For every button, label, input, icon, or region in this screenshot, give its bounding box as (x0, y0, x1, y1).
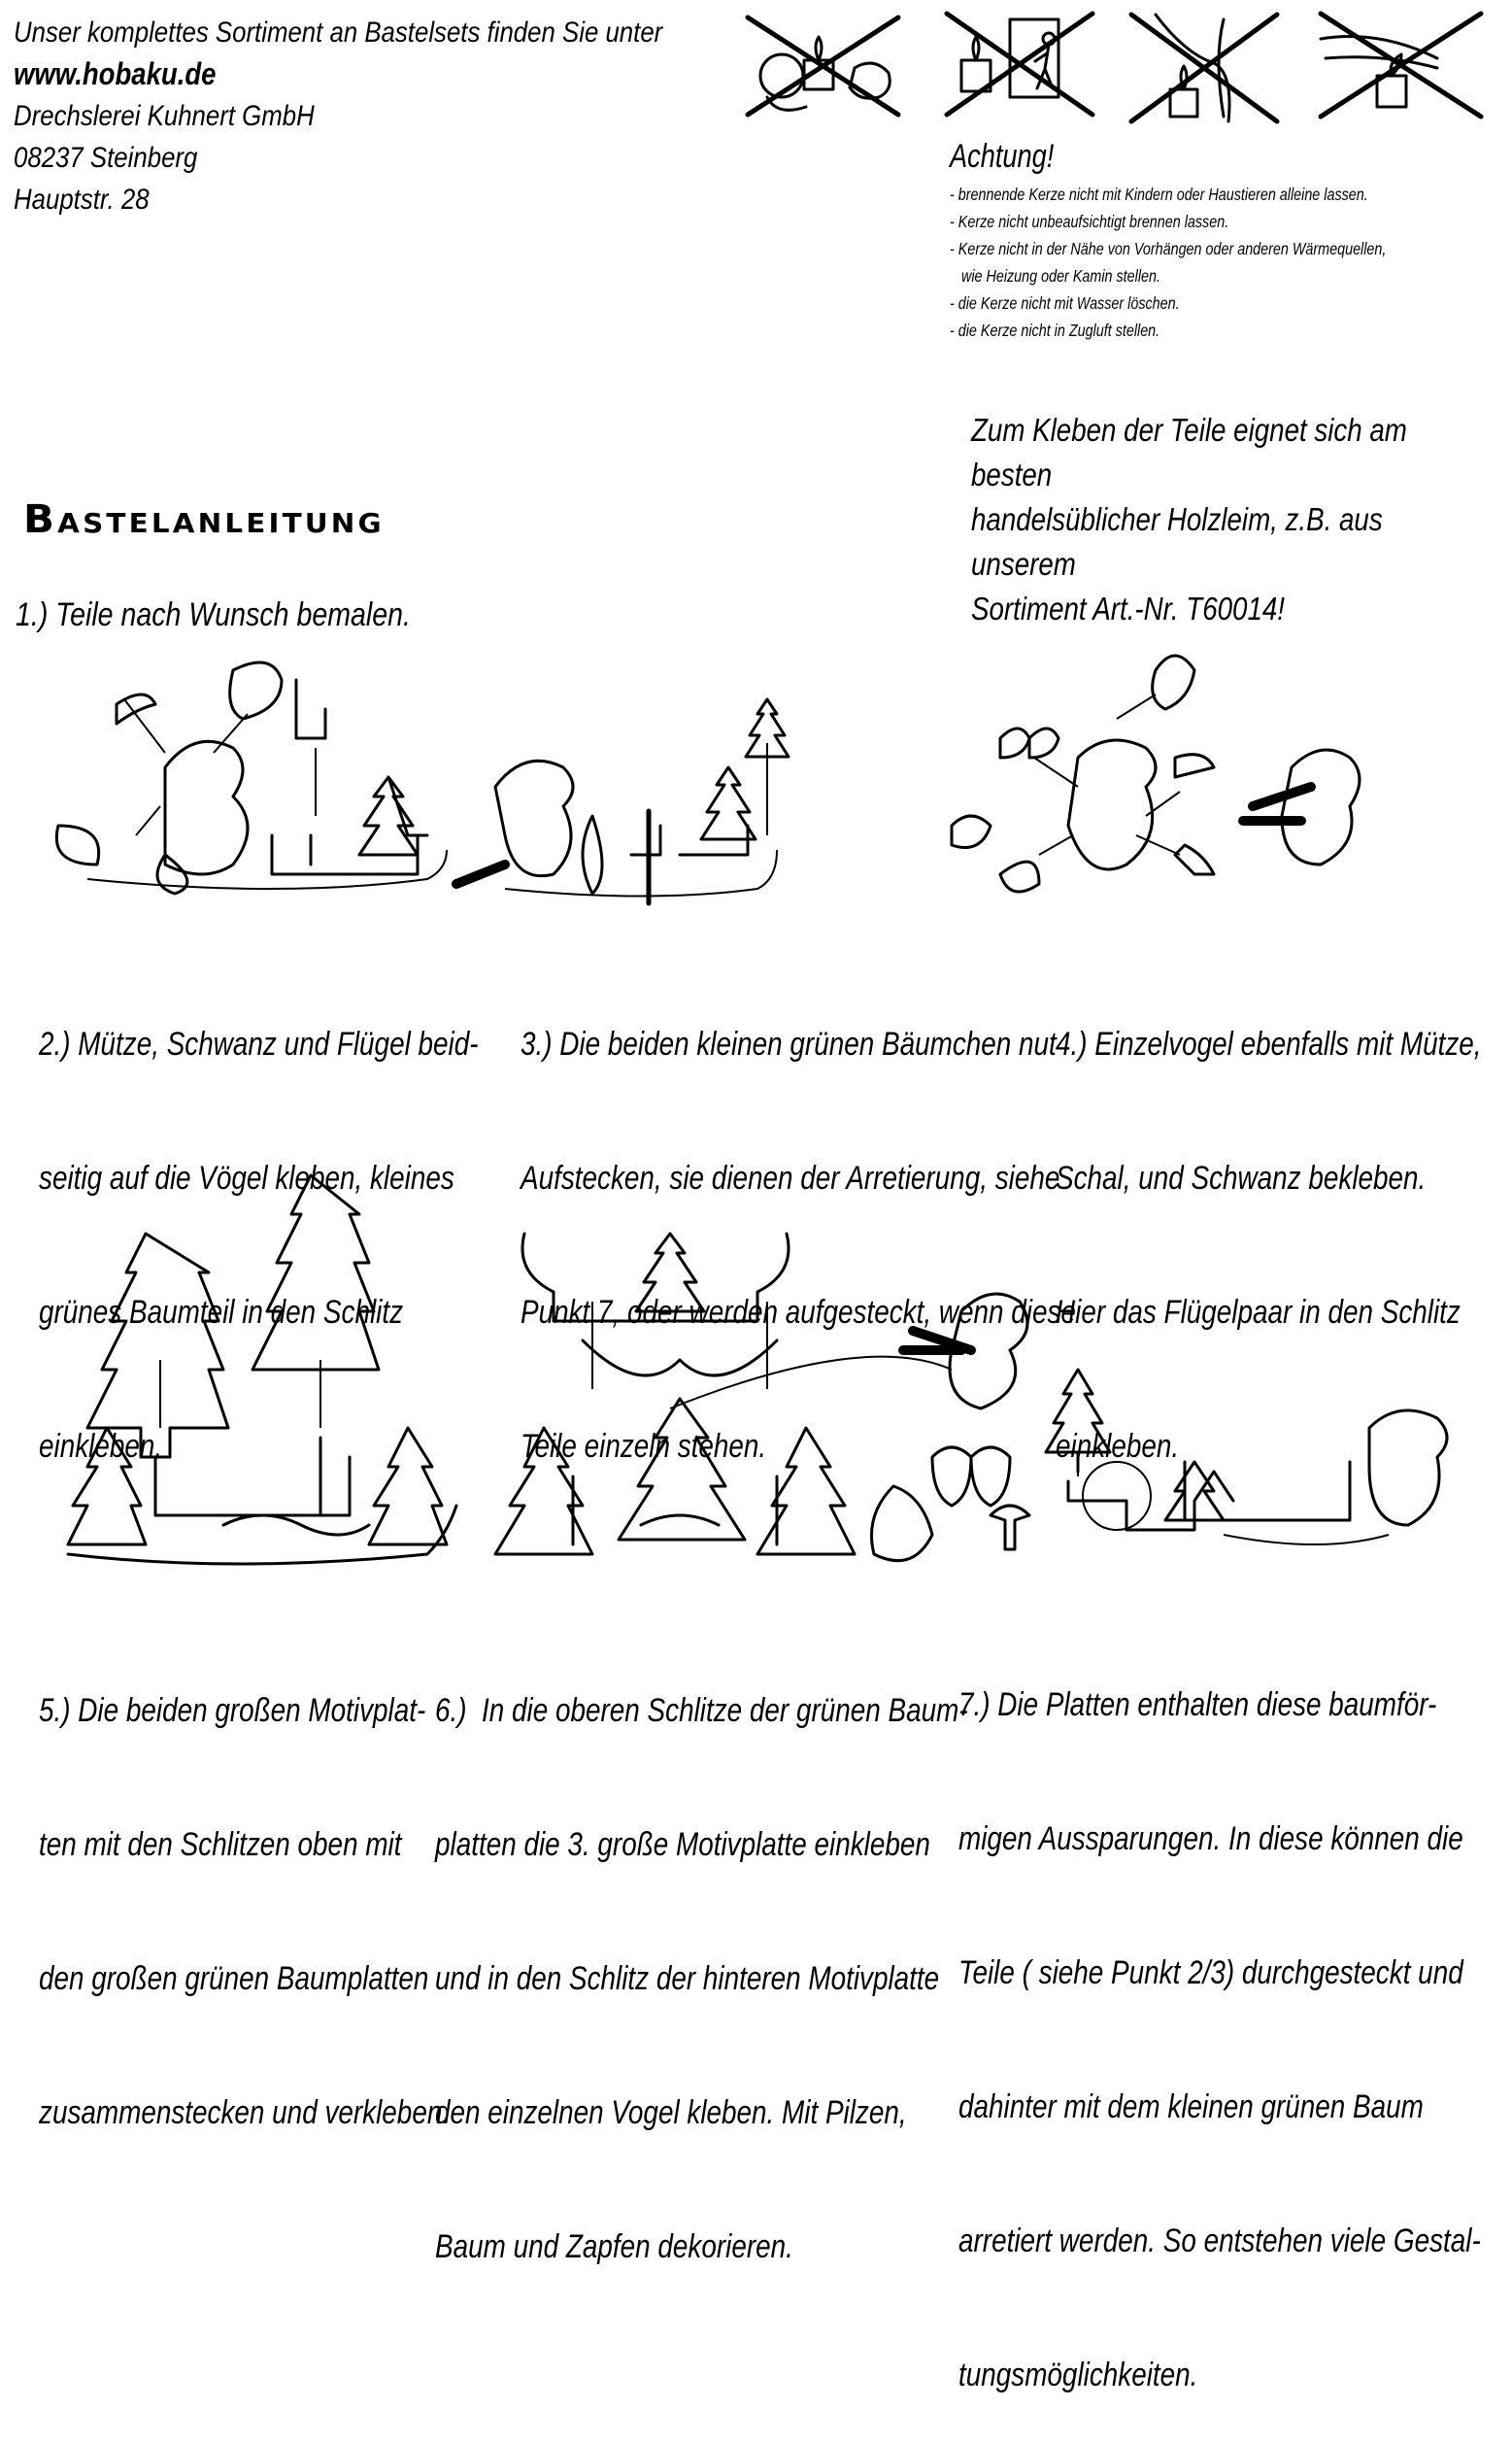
step-7-text (958, 1593, 1481, 2442)
glue-line: Zum Kleben der Teile eignet sich am besten (971, 412, 1407, 492)
step-line: und in den Schlitz der hinteren Motivplatte (435, 1960, 940, 1997)
step-line: Aufstecken, sie dienen der Arretierung, siehe (521, 1160, 1060, 1197)
step-4-text (1056, 933, 1482, 1513)
company-name: Drechslerei Kuhnert GmbH (14, 100, 315, 132)
glue-note (971, 408, 1426, 631)
step-line: den großen grünen Baumplatten (39, 1960, 429, 1997)
step-line: zusammenstecken und verkleben. (39, 2094, 451, 2131)
step-line: Teile ( siehe Punkt 2/3) durchgesteckt und (958, 1954, 1463, 1991)
warning-title: Achtung! (950, 138, 1055, 175)
company-city: 08237 Steinberg (14, 142, 198, 174)
step-line: Baum und Zapfen dekorieren. (435, 2228, 793, 2265)
step-line: 5.) Die beiden großen Motivplat- (39, 1692, 426, 1729)
step-line: migen Aussparungen. In diese können die (958, 1820, 1463, 1857)
company-url[interactable]: www.hobaku.de (14, 56, 217, 91)
step-line: grünes Baumteil in den Schlitz (39, 1294, 404, 1331)
glue-line: Sortiment Art.-Nr. T60014! (971, 591, 1285, 627)
step-2-text (39, 933, 479, 1513)
step-line: platten die 3. große Motivplatte einkleben (435, 1826, 930, 1863)
step-line: Teile einzeln stehen. (521, 1428, 767, 1465)
warning-item: - die Kerze nicht in Zugluft stellen. (950, 321, 1160, 340)
warning-item: - Kerze nicht in der Nähe von Vorhängen oder anderen Wärmequellen, (950, 239, 1387, 258)
step-line: arretiert werden. So entstehen viele Gestal- (958, 2222, 1481, 2259)
warning-curtain-icon (1131, 15, 1277, 121)
step-line: seitig auf die Vögel kleben, kleines (39, 1160, 454, 1197)
step1-mid-illustration (456, 699, 789, 903)
step-line: dahinter mit dem kleinen grünen Baum (958, 2088, 1424, 2125)
warning-item: wie Heizung oder Kamin stellen. (950, 266, 1160, 286)
step1-right-illustration (952, 656, 1360, 892)
warning-item: - brennende Kerze nicht mit Kindern oder Haustieren alleine lassen. (950, 185, 1368, 204)
page-title: Bastelanleitung (23, 497, 385, 542)
step-line: den einzelnen Vogel kleben. Mit Pilzen, (435, 2094, 907, 2131)
step-line: tungsmöglichkeiten. (958, 2357, 1198, 2393)
warning-unattended-icon (947, 14, 1092, 115)
step-1-text: 1.) Teile nach Wunsch bemalen. (16, 596, 411, 633)
step-line: 2.) Mütze, Schwanz und Flügel beid- (39, 1026, 479, 1063)
warning-list (950, 181, 1386, 344)
warning-item: - Kerze nicht unbeaufsichtigt brennen lassen. (950, 212, 1229, 231)
step-line: Hier das Flügelpaar in den Schlitz (1056, 1294, 1461, 1331)
company-street: Hauptstr. 28 (14, 184, 150, 216)
step-5-text (39, 1599, 450, 2180)
step-line: Schal, und Schwanz bekleben. (1056, 1160, 1427, 1197)
step1-left-illustration (56, 662, 447, 894)
warning-children-pets-icon (748, 17, 898, 115)
step-line: einkleben. (39, 1428, 163, 1465)
step-line: 3.) Die beiden kleinen grünen Bäumchen nut (521, 1026, 1057, 1063)
step-3-text (521, 933, 1076, 1513)
step-line: Punkt 7, oder werden aufgesteckt, wenn diese (521, 1294, 1076, 1331)
step-line: 6.) In die oberen Schlitze der grünen Baum- (435, 1692, 968, 1729)
company-intro: Unser komplettes Sortiment an Bastelsets finden Sie unter (14, 17, 663, 49)
warning-draft-icon (1321, 14, 1481, 117)
warning-item: - die Kerze nicht mit Wasser löschen. (950, 293, 1180, 313)
step-line: ten mit den Schlitzen oben mit (39, 1826, 402, 1863)
step-line: einkleben. (1056, 1428, 1180, 1465)
step-6-text (435, 1599, 968, 2314)
glue-line: handelsüblicher Holzleim, z.B. aus unserem (971, 501, 1383, 582)
step-line: 4.) Einzelvogel ebenfalls mit Mütze, (1056, 1026, 1482, 1063)
step-line: 7.) Die Platten enthalten diese baumför- (958, 1686, 1437, 1723)
